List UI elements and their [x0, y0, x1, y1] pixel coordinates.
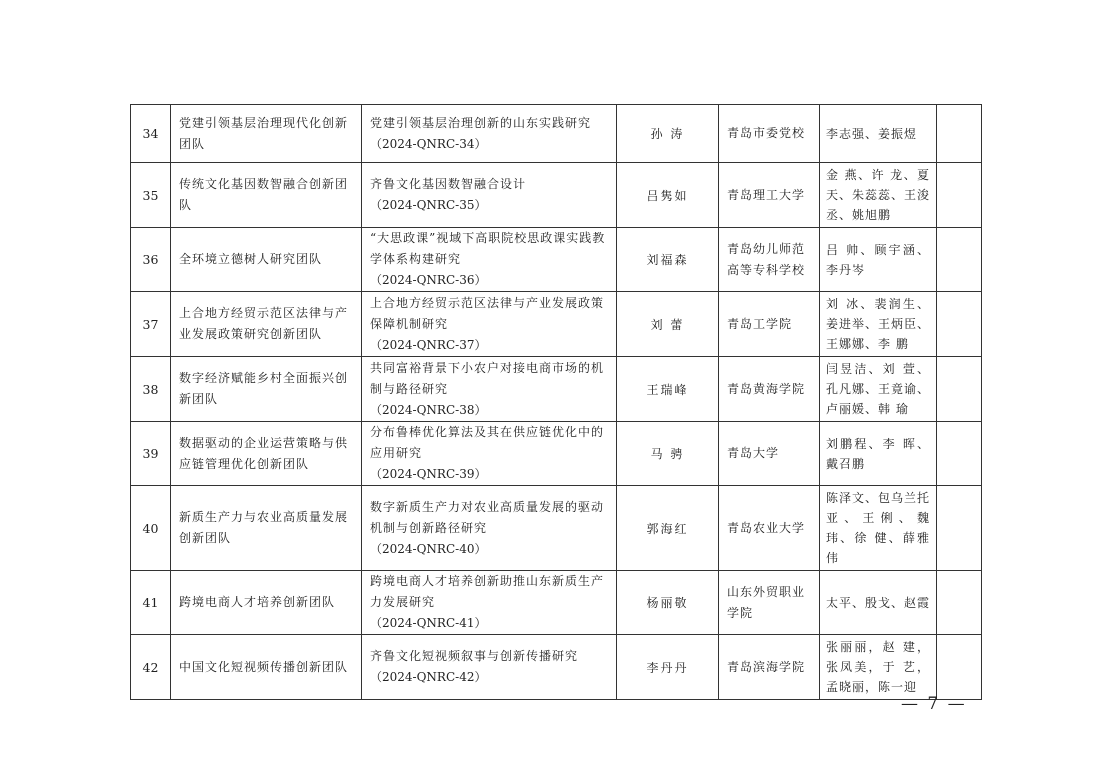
team-name: 跨境电商人才培养创新团队	[171, 571, 362, 635]
team-name: 上合地方经贸示范区法律与产业发展政策研究创新团队	[171, 292, 362, 357]
leader-name: 马 骋	[617, 422, 719, 486]
project-cell	[362, 571, 617, 635]
project-title: 齐鲁文化短视频叙事与创新传播研究	[370, 649, 579, 663]
empty-cell	[937, 571, 982, 635]
empty-cell	[937, 105, 982, 163]
team-name: 数字经济赋能乡村全面振兴创新团队	[171, 357, 362, 422]
project-cell	[362, 635, 617, 700]
table-row	[131, 571, 982, 635]
table-row	[131, 163, 982, 228]
row-number: 38	[131, 357, 171, 422]
unit-name: 青岛农业大学	[719, 486, 820, 571]
table-body	[131, 105, 982, 700]
project-code: （2024-QNRC-37）	[370, 337, 487, 352]
project-cell	[362, 163, 617, 228]
team-name: 中国文化短视频传播创新团队	[171, 635, 362, 700]
row-number: 35	[131, 163, 171, 228]
unit-name: 青岛滨海学院	[719, 635, 820, 700]
project-code: （2024-QNRC-38）	[370, 402, 487, 417]
leader-name: 刘福森	[617, 228, 719, 292]
table-row	[131, 635, 982, 700]
leader-name: 孙 涛	[617, 105, 719, 163]
project-code: （2024-QNRC-39）	[370, 467, 487, 481]
table-row	[131, 486, 982, 571]
row-number: 34	[131, 105, 171, 163]
row-number: 41	[131, 571, 171, 635]
table-row	[131, 105, 982, 163]
row-number: 39	[131, 422, 171, 486]
leader-name: 李丹丹	[617, 635, 719, 700]
member-list: 吕 帅、顾宇涵、李丹岑	[820, 228, 937, 292]
project-title: 数字新质生产力对农业高质量发展的驱动机制与创新路径研究	[370, 499, 605, 535]
project-code: （2024-QNRC-35）	[370, 198, 487, 212]
unit-name: 青岛市委党校	[719, 105, 820, 163]
leader-name: 王瑞峰	[617, 357, 719, 422]
empty-cell	[937, 292, 982, 357]
unit-name: 山东外贸职业学院	[719, 571, 820, 635]
leader-name: 刘 蕾	[617, 292, 719, 357]
project-cell	[362, 228, 617, 292]
leader-name: 吕隽如	[617, 163, 719, 228]
project-code: （2024-QNRC-36）	[370, 273, 487, 287]
table-row	[131, 357, 982, 422]
project-title: 齐鲁文化基因数智融合设计	[370, 177, 527, 191]
unit-name: 青岛工学院	[719, 292, 820, 357]
table-row	[131, 422, 982, 486]
table-row	[131, 292, 982, 357]
project-code: （2024-QNRC-40）	[370, 541, 487, 556]
project-cell	[362, 422, 617, 486]
project-code: （2024-QNRC-42）	[370, 670, 487, 684]
table-row	[131, 228, 982, 292]
member-list: 刘鹏程、李 晖、戴召鹏	[820, 422, 937, 486]
project-cell	[362, 292, 617, 357]
member-list: 刘 冰、裴润生、姜进举、王炳臣、王娜娜、李 鹏	[820, 292, 937, 357]
unit-name: 青岛黄海学院	[719, 357, 820, 422]
row-number: 37	[131, 292, 171, 357]
empty-cell	[937, 635, 982, 700]
project-title: 跨境电商人才培养创新助推山东新质生产力发展研究	[370, 574, 605, 609]
team-name: 全环境立德树人研究团队	[171, 228, 362, 292]
team-name: 新质生产力与农业高质量发展创新团队	[171, 486, 362, 571]
row-number: 42	[131, 635, 171, 700]
project-title: 上合地方经贸示范区法律与产业发展政策保障机制研究	[370, 295, 605, 331]
team-name: 党建引领基层治理现代化创新团队	[171, 105, 362, 163]
empty-cell	[937, 228, 982, 292]
empty-cell	[937, 422, 982, 486]
team-name: 传统文化基因数智融合创新团队	[171, 163, 362, 228]
project-cell	[362, 486, 617, 571]
project-title: “大思政课”视域下高职院校思政课实践教学体系构建研究	[370, 231, 606, 266]
member-list: 李志强、姜振煜	[820, 105, 937, 163]
project-cell	[362, 357, 617, 422]
row-number: 40	[131, 486, 171, 571]
member-list: 陈泽文、包乌兰托亚、王俐、魏 玮、徐 健、薛雅伟	[820, 486, 937, 571]
unit-name: 青岛大学	[719, 422, 820, 486]
unit-name: 青岛幼儿师范高等专科学校	[719, 228, 820, 292]
project-title: 党建引领基层治理创新的山东实践研究	[370, 115, 592, 130]
project-code: （2024-QNRC-34）	[370, 136, 487, 151]
member-list: 张丽丽，赵 建，张凤美，于 艺，孟晓丽，陈一迎	[820, 635, 937, 700]
leader-name: 郭海红	[617, 486, 719, 571]
empty-cell	[937, 357, 982, 422]
project-code: （2024-QNRC-41）	[370, 616, 487, 630]
member-list: 金 燕、许 龙、夏 天、朱蕊蕊、王浚丞、姚旭鹏	[820, 163, 937, 228]
empty-cell	[937, 163, 982, 228]
member-list: 太平、殷戈、赵霞	[820, 571, 937, 635]
project-cell	[362, 105, 617, 163]
project-table	[130, 104, 982, 700]
leader-name: 杨丽敬	[617, 571, 719, 635]
project-title: 分布鲁棒优化算法及其在供应链优化中的应用研究	[370, 425, 605, 460]
row-number: 36	[131, 228, 171, 292]
team-name: 数据驱动的企业运营策略与供应链管理优化创新团队	[171, 422, 362, 486]
page-number: — 7 —	[901, 694, 967, 714]
project-title: 共同富裕背景下小农户对接电商市场的机制与路径研究	[370, 360, 605, 396]
empty-cell	[937, 486, 982, 571]
unit-name: 青岛理工大学	[719, 163, 820, 228]
member-list: 闫昱洁、刘 萱、孔凡娜、王竟谕、卢丽媛、韩 瑜	[820, 357, 937, 422]
